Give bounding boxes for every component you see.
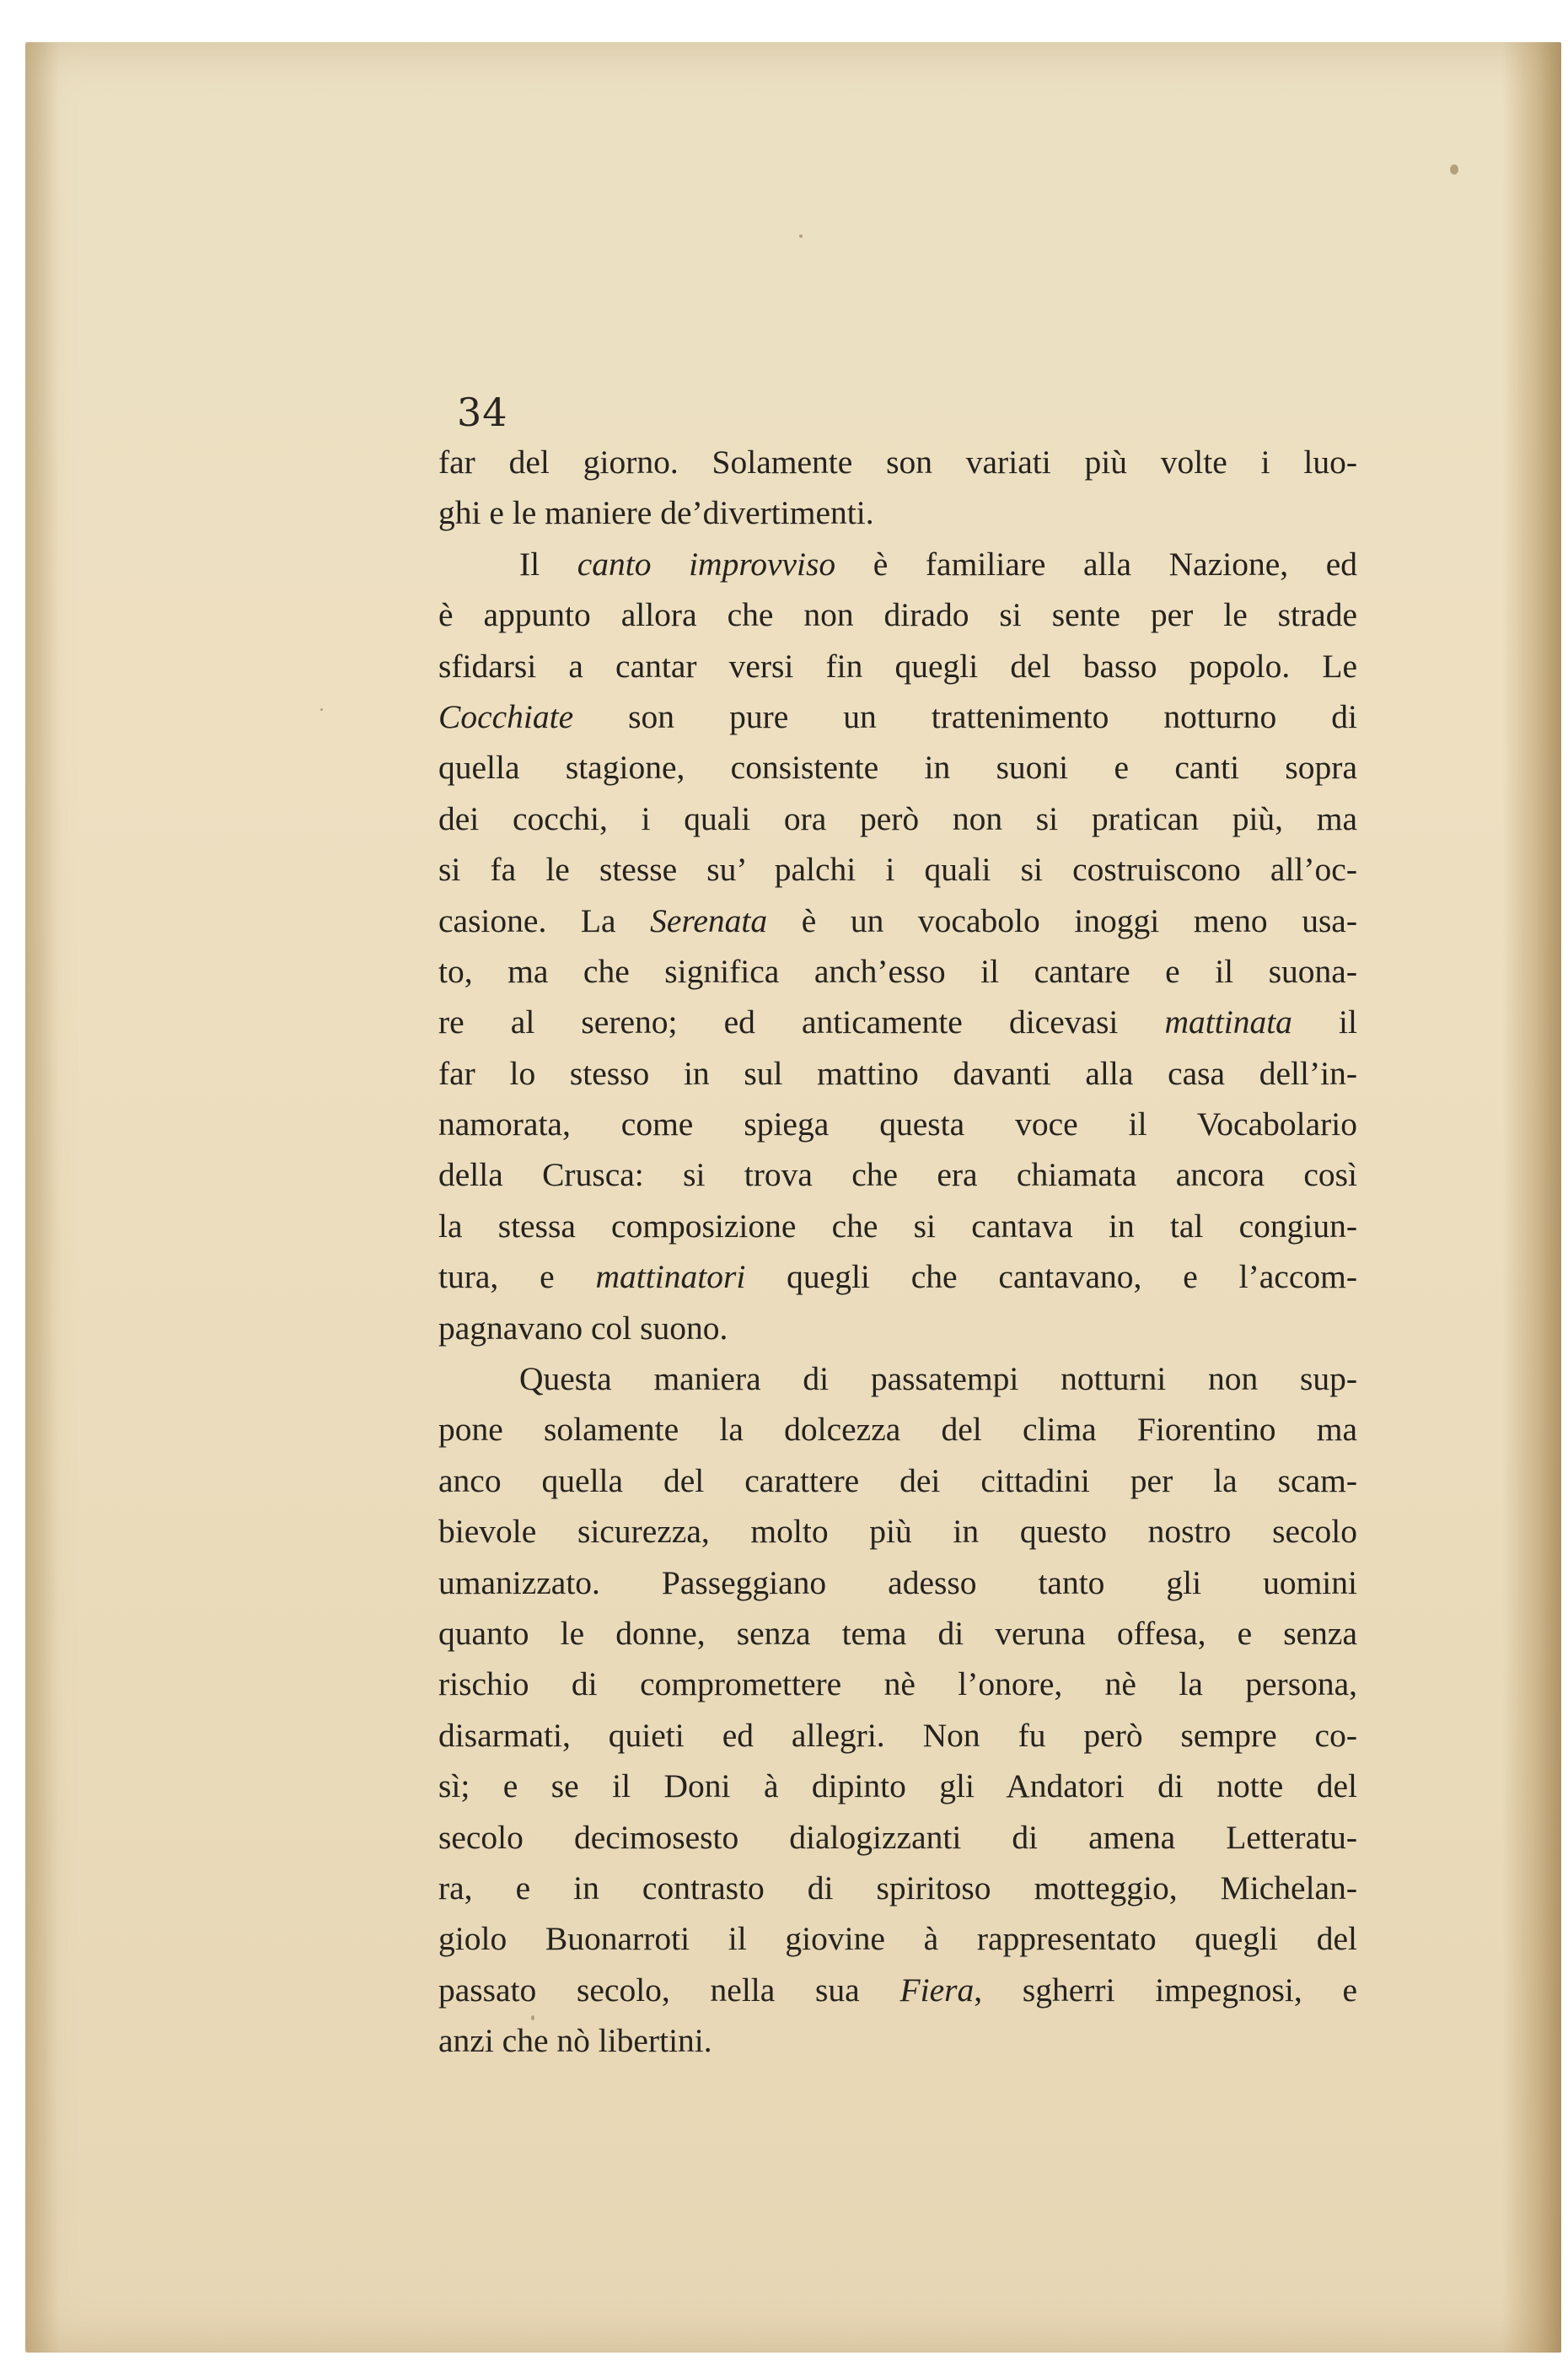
- text-run: quegli che cantavano, e l’accom-: [745, 1258, 1357, 1296]
- text-run: della Crusca: si trova che era chiamata ancora così: [438, 1156, 1357, 1194]
- text-run: , sgherri impegnosi, e: [974, 1971, 1358, 2009]
- text-line: [438, 1048, 1357, 1099]
- text-run: pagnavano col suono.: [438, 1309, 728, 1347]
- text-line: [438, 895, 1357, 946]
- italic-phrase: mattinata: [1164, 1003, 1292, 1041]
- text-run: il: [1291, 1003, 1358, 1041]
- text-run: re al sereno; ed anticamente dicevasi: [438, 1003, 1165, 1041]
- text-line: [438, 589, 1357, 640]
- text-line: [438, 1812, 1357, 1863]
- text-run: è familiare alla Nazione, ed: [835, 545, 1357, 583]
- text-line: [438, 1099, 1357, 1149]
- text-line: [438, 946, 1357, 997]
- text-run: far del giorno. Solamente son variati più volte i luo-: [438, 444, 1357, 481]
- text-run: tura, e: [438, 1258, 596, 1296]
- text-run: rischio di compromettere nè l’onore, nè la persona,: [438, 1665, 1357, 1703]
- text-run: è appunto allora che non dirado si sente per le strade: [438, 596, 1357, 634]
- book-page: [25, 42, 1561, 2353]
- text-run: giolo Buonarroti il giovine à rappresentato quegli del: [438, 1920, 1357, 1958]
- text-run: dei cocchi, i quali ora però non si pratican più, ma: [438, 799, 1357, 837]
- text-run: sfidarsi a cantar versi fin quegli del basso popolo. Le: [438, 647, 1357, 685]
- text-line: [438, 1557, 1357, 1608]
- text-line: [438, 1913, 1357, 1964]
- italic-phrase: Cocchiate: [438, 697, 574, 735]
- text-run: pone solamente la dolcezza del clima Fiorentino ma: [438, 1411, 1357, 1449]
- text-line: [438, 1761, 1357, 1811]
- text-run: ra, e in contrasto di spiritoso motteggio, Michelan-: [438, 1869, 1357, 1907]
- body-text: [438, 437, 1357, 2067]
- text-run: anzi che nò libertini.: [438, 2022, 712, 2060]
- text-run: to, ma che significa anch’esso il cantare e il suona-: [438, 952, 1357, 990]
- text-line: [438, 487, 1357, 538]
- text-run: Il: [519, 545, 577, 583]
- text-run: bievole sicurezza, molto più in questo nostro secolo: [438, 1513, 1357, 1551]
- text-line: [438, 1149, 1357, 1200]
- page-number: 34: [457, 390, 508, 435]
- text-line: [438, 1659, 1357, 1709]
- text-line: [438, 1710, 1357, 1761]
- text-run: umanizzato. Passeggiano adesso tanto gli uomini: [438, 1563, 1357, 1601]
- text-run: anco quella del carattere dei cittadini per la scam-: [438, 1461, 1357, 1499]
- text-line: [438, 742, 1357, 793]
- paper-speck: [1450, 164, 1458, 175]
- text-run: Questa maniera di passatempi notturni non sup-: [519, 1360, 1357, 1398]
- text-line: [438, 1201, 1357, 1251]
- text-run: quanto le donne, senza tema di veruna offesa, e senza: [438, 1614, 1357, 1652]
- paper-speck: [320, 708, 323, 711]
- text-line: [438, 437, 1357, 487]
- text-run: si fa le stesse su’ palchi i quali si costruiscono all’oc-: [438, 851, 1357, 889]
- text-run: secolo decimosesto dialogizzanti di amena Letteratu-: [438, 1818, 1357, 1856]
- text-line: [438, 997, 1357, 1047]
- text-run: è un vocabolo inoggi meno usa-: [767, 901, 1357, 939]
- italic-phrase: canto improvviso: [577, 545, 836, 583]
- text-line: [438, 1303, 1357, 1353]
- text-line: [438, 844, 1357, 895]
- text-run: sì; e se il Doni à dipinto gli Andatori di notte del: [438, 1767, 1357, 1805]
- text-line: [438, 641, 1357, 691]
- fold-shadow: [25, 42, 59, 2353]
- text-line: [438, 1965, 1357, 2015]
- text-run: ghi e le maniere de’divertimenti.: [438, 494, 874, 532]
- paper-speck: [799, 234, 803, 238]
- text-line: [438, 1608, 1357, 1659]
- text-run: disarmati, quieti ed allegri. Non fu però sempre co-: [438, 1716, 1357, 1754]
- text-run: la stessa composizione che si cantava in tal congiun-: [438, 1207, 1357, 1245]
- text-line: [438, 1506, 1357, 1557]
- text-line: [438, 1863, 1357, 1913]
- text-line: [438, 2015, 1357, 2066]
- text-run: quella stagione, consistente in suoni e canti sopra: [438, 749, 1357, 787]
- page-edge: [1502, 42, 1561, 2353]
- italic-phrase: mattinatori: [595, 1258, 746, 1296]
- text-line: [438, 1251, 1357, 1302]
- text-run: son pure un trattenimento notturno di: [573, 697, 1357, 735]
- text-line: [438, 691, 1357, 742]
- text-run: casione. La: [438, 901, 651, 939]
- text-run: passato secolo, nella sua: [438, 1971, 900, 2009]
- text-line: [438, 1404, 1357, 1455]
- italic-phrase: Fiera: [899, 1971, 975, 2009]
- italic-phrase: Serenata: [650, 901, 768, 939]
- text-line: [438, 539, 1357, 589]
- text-line: [438, 1353, 1357, 1404]
- text-run: far lo stesso in sul mattino davanti alla casa dell’in-: [438, 1054, 1357, 1092]
- text-line: [438, 793, 1357, 844]
- text-run: namorata, come spiega questa voce il Vocabolario: [438, 1105, 1357, 1143]
- text-line: [438, 1455, 1357, 1506]
